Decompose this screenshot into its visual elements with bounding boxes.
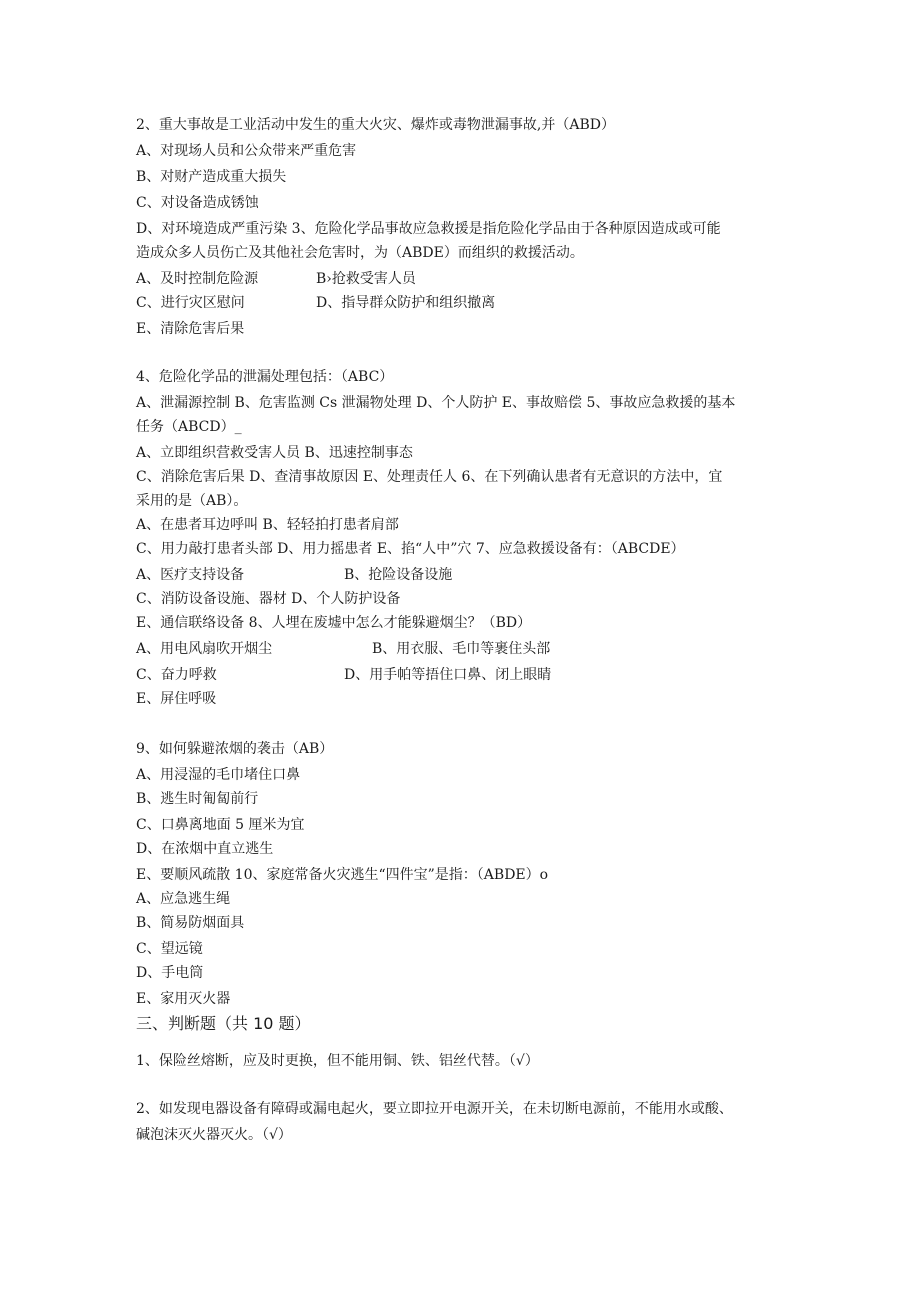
q9-option-d: D、在浓烟中直立逃生 (136, 841, 274, 857)
q8-option-e: E、屏住呼吸 (136, 691, 217, 707)
q3-option-e: E、清除危害后果 (136, 321, 245, 337)
judgment-item-1: 1、保险丝熔断，应及时更换，但不能用铜、铁、铝丝代替。（√） (136, 1053, 539, 1069)
q4-line2: 任务（ABCD）_ (136, 419, 242, 435)
q3-option-c: C、进行灾区慰问 (136, 295, 245, 311)
q8-option-a: A、用电风扇吹开烟尘 (136, 641, 273, 657)
q9-option-c: C、口鼻离地面 5 厘米为宜 (136, 817, 305, 833)
q3-option-a: A、及时控制危险源 (136, 271, 259, 287)
q10-option-a: A、应急逃生绳 (136, 891, 231, 907)
judgment-item-2-line1: 2、如发现电器设备有障碍或漏电起火，要立即拉开电源开关，在未切断电源前，不能用水或酸、 (136, 1101, 733, 1117)
q9-option-e: E、要顺风疏散 10、家庭常备火灾逃生“四件宝”是指：（ABDE）o (136, 867, 549, 883)
q3-option-b: B›抢救受害人员 (316, 271, 416, 287)
q2-option-b: B、对财产造成重大损失 (136, 169, 287, 185)
q9-option-b: B、逃生时匍匐前行 (136, 791, 259, 807)
q9-option-a: A、用浸湿的毛巾堵住口鼻 (136, 767, 301, 783)
q4-line6: A、在患者耳边呼叫 B、轻轻拍打患者肩部 (136, 517, 399, 533)
q10-option-d: D、手电筒 (136, 965, 204, 981)
q9-stem: 9、如何躲避浓烟的袭击（AB） (136, 741, 334, 757)
q7-option-b: B、抢险设备设施 (344, 567, 453, 583)
q2-option-c: C、对设备造成锈蚀 (136, 195, 259, 211)
q4-stem: 4、危险化学品的泄漏处理包括：（ABC） (136, 369, 394, 385)
section-title-judgment: 三、判断题（共 10 题） (136, 1014, 311, 1033)
q2-option-d-line2: 造成众多人员伤亡及其他社会危害时，为（ABDE）而组织的救援活动。 (136, 245, 584, 261)
q4-line4: C、消除危害后果 D、查清事故原因 E、处理责任人 6、在下列确认患者有无意识的方法中，宜 (136, 469, 723, 485)
q7-line-c: C、消防设备设施、器材 D、个人防护设备 (136, 591, 401, 607)
q2-option-a: A、对现场人员和公众带来严重危害 (136, 143, 357, 159)
q8-option-c: C、奋力呼救 (136, 667, 217, 683)
q2-stem: 2、重大事故是工业活动中发生的重大火灾、爆炸或毒物泄漏事故,并（ABD） (136, 117, 615, 133)
q7-line-e: E、通信联络设备 8、人埋在废墟中怎么才能躲避烟尘？（BD） (136, 615, 532, 631)
q7-option-a: A、医疗支持设备 (136, 567, 245, 583)
q10-option-c: C、望远镜 (136, 941, 203, 957)
q2-option-d-line1: D、对环境造成严重污染 3、危险化学品事故应急救援是指危险化学品由于各种原因造成或可能 (136, 221, 721, 237)
q10-option-b: B、简易防烟面具 (136, 915, 245, 931)
q4-line3: A、立即组织营救受害人员 B、迅速控制事态 (136, 445, 413, 461)
q3-option-d: D、指导群众防护和组织撤离 (316, 295, 496, 311)
q8-option-b: B、用衣服、毛巾等裹住头部 (372, 641, 551, 657)
q4-line1: A、泄漏源控制 B、危害监测 Cs 泄漏物处理 D、个人防护 E、事故赔偿 5、事故应急救援的基本 (136, 395, 736, 411)
q8-option-d: D、用手帕等捂住口鼻、闭上眼睛 (344, 667, 552, 683)
q4-line5: 采用的是（AB）。 (136, 493, 248, 509)
judgment-item-2-line2: 碱泡沫灭火器灭火。（√） (136, 1127, 292, 1143)
q4-line7: C、用力敲打患者头部 D、用力摇患者 E、掐“人中”穴 7、应急救援设备有：（ABCDE） (136, 541, 685, 557)
q10-option-e: E、家用灭火器 (136, 991, 231, 1007)
